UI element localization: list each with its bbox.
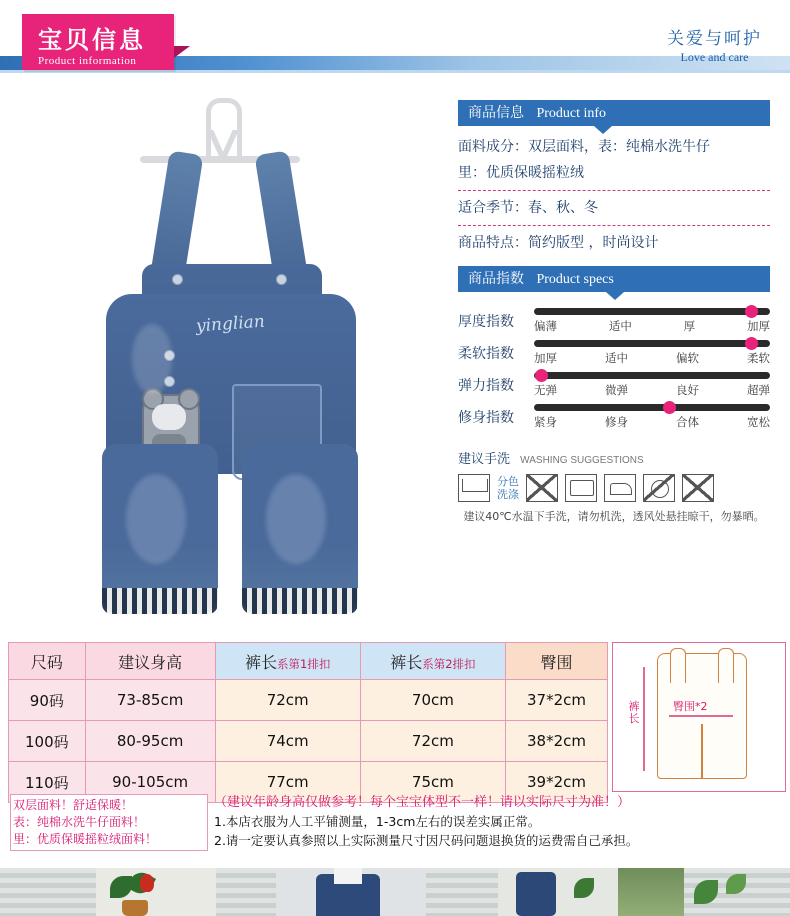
diagram-hip-line xyxy=(669,715,733,717)
wash-color-note: 分色 洗涤 xyxy=(497,475,519,501)
cell-size: 90码 xyxy=(9,680,86,721)
strip-photo-7 xyxy=(618,868,684,916)
denim-overalls-image xyxy=(80,144,380,614)
strip-photo-1 xyxy=(0,868,96,916)
washing-section xyxy=(458,448,770,524)
spec-knob-softness[interactable] xyxy=(745,337,758,350)
header-slogan-cn: 关爱与呵护 xyxy=(667,29,762,49)
washing-icon-row xyxy=(458,474,770,502)
measurement-diagram xyxy=(612,642,786,792)
no-dry-clean-icon xyxy=(682,474,714,502)
info-line-material-1: 面料成分：双层面料，表：纯棉水洗牛仔 xyxy=(458,139,710,155)
page-title-cn: 宝贝信息 xyxy=(38,26,146,54)
spec-knob-fit[interactable] xyxy=(663,401,676,414)
cell-length-2: 72cm xyxy=(360,721,505,762)
spec-ticks-thickness xyxy=(534,318,770,334)
heading-arrow xyxy=(594,126,612,134)
info-panel xyxy=(458,100,770,524)
table-header-row xyxy=(9,643,608,680)
product-photo xyxy=(20,84,440,624)
product-info-lines xyxy=(458,134,770,256)
spec-ticks-fit xyxy=(534,414,770,430)
col-header-size: 尺码 xyxy=(9,643,86,680)
title-tag-fold xyxy=(174,46,190,58)
diagram-label-length: 裤 长 xyxy=(628,700,640,725)
col-header-length-2-sub: 系第2排扣 xyxy=(422,656,476,671)
cell-length-1: 77cm xyxy=(215,762,360,803)
spec-label-elasticity: 弹力指数 xyxy=(458,378,514,394)
spec-row-thickness xyxy=(458,308,770,334)
cell-size: 100码 xyxy=(9,721,86,762)
col-header-length-1-sub: 系第1排扣 xyxy=(277,656,331,671)
table-row xyxy=(9,680,608,721)
cell-height: 90-105cm xyxy=(85,762,215,803)
cell-hip: 38*2cm xyxy=(506,721,608,762)
bottom-photo-strip xyxy=(0,868,790,916)
spec-label-softness: 柔软指数 xyxy=(458,346,514,362)
tick: 无弹 xyxy=(534,383,557,397)
tick: 紧身 xyxy=(534,415,557,429)
divider-2 xyxy=(458,225,770,226)
spec-ticks-softness xyxy=(534,350,770,366)
tick: 偏薄 xyxy=(534,319,557,333)
washing-title-en: WASHING SUGGESTIONS xyxy=(520,455,644,466)
spec-bar-thickness[interactable] xyxy=(534,308,770,315)
cell-length-2: 75cm xyxy=(360,762,505,803)
info-line-features: 商品特点：简约版型 ，时尚设计 xyxy=(458,235,659,251)
notes-left-box xyxy=(10,794,208,851)
no-tumble-dry-icon xyxy=(643,474,675,502)
spec-list xyxy=(458,308,770,430)
product-specs-heading-en: Product specs xyxy=(536,272,614,287)
divider-1 xyxy=(458,190,770,191)
product-info-heading-en: Product info xyxy=(536,106,607,121)
note-left-line-1: 双层面料！舒适保暖！ xyxy=(13,798,134,812)
tick: 加厚 xyxy=(534,351,557,365)
tick: 超弹 xyxy=(747,383,770,397)
product-specs-heading-cn: 商品指数 xyxy=(468,271,524,287)
cell-length-2: 70cm xyxy=(360,680,505,721)
diagram-label-hip: 臀围*2 xyxy=(673,700,708,713)
tick: 适中 xyxy=(605,351,628,365)
tick: 加厚 xyxy=(746,319,770,333)
note-red-disclaimer: （建议年龄身高仅做参考！每个宝宝体型不一样！请以实际尺寸为准！） xyxy=(214,795,631,810)
cell-length-1: 74cm xyxy=(215,721,360,762)
cell-length-1: 72cm xyxy=(215,680,360,721)
col-header-length-1 xyxy=(215,643,360,680)
spec-row-fit xyxy=(458,404,770,430)
product-info-heading xyxy=(458,100,770,126)
spec-bar-fit[interactable] xyxy=(534,404,770,411)
cell-size: 110码 xyxy=(9,762,86,803)
strip-photo-4 xyxy=(276,868,426,916)
hand-wash-icon xyxy=(458,474,490,502)
diagram-length-line xyxy=(643,667,645,771)
col-header-length-2 xyxy=(360,643,505,680)
spec-label-thickness: 厚度指数 xyxy=(458,314,514,330)
embroidery-script: yinglian xyxy=(195,311,266,337)
info-line-season: 适合季节：春、秋、冬 xyxy=(458,200,598,216)
cell-height: 73-85cm xyxy=(85,680,215,721)
note-left-line-3: 里：优质保暖摇粒绒面料！ xyxy=(13,832,158,846)
page-title-tag xyxy=(22,14,174,70)
info-line-material-2: 里：优质保暖摇粒绒 xyxy=(458,165,584,181)
hang-dry-icon xyxy=(565,474,597,502)
tick: 修身 xyxy=(605,415,628,429)
tick: 柔软 xyxy=(747,351,770,365)
tick: 良好 xyxy=(676,383,699,397)
product-specs-heading xyxy=(458,266,770,292)
iron-low-icon xyxy=(604,474,636,502)
note-left-line-2: 表：纯棉水洗牛仔面料！ xyxy=(13,815,146,829)
size-table xyxy=(8,642,608,803)
spec-bar-elasticity[interactable] xyxy=(534,372,770,379)
notes-right-box xyxy=(214,794,790,850)
cell-hip: 39*2cm xyxy=(506,762,608,803)
spec-row-elasticity xyxy=(458,372,770,398)
spec-bar-softness[interactable] xyxy=(534,340,770,347)
table-row xyxy=(9,721,608,762)
tick: 合体 xyxy=(676,415,699,429)
note-item-1: 1.本店衣服为人工平铺测量，1-3cm左右的误差实属正常。 xyxy=(214,814,541,829)
page-title-en: Product information xyxy=(38,55,137,67)
strip-photo-2 xyxy=(96,868,216,916)
col-header-length-2-main: 裤长 xyxy=(390,652,423,672)
col-header-hip: 臀围 xyxy=(506,643,608,680)
cell-height: 80-95cm xyxy=(85,721,215,762)
note-item-2: 2.请一定要认真参照以上实际测量尺寸因尺码问题退换货的运费需自己承担。 xyxy=(214,833,639,848)
tick: 微弹 xyxy=(605,383,628,397)
spec-knob-elasticity[interactable] xyxy=(535,369,548,382)
tick: 适中 xyxy=(608,319,632,333)
strip-photo-5 xyxy=(426,868,498,916)
heading-arrow-2 xyxy=(606,292,624,300)
tick: 宽松 xyxy=(747,415,770,429)
spec-ticks-elasticity xyxy=(534,382,770,398)
spec-label-fit: 修身指数 xyxy=(458,410,514,426)
washing-title-cn: 建议手洗 xyxy=(458,452,511,467)
size-table-wrap xyxy=(8,642,608,803)
cell-hip: 37*2cm xyxy=(506,680,608,721)
col-header-height: 建议身高 xyxy=(85,643,215,680)
product-info-heading-cn: 商品信息 xyxy=(468,105,524,121)
header-slogan-en: Love and care xyxy=(680,50,749,64)
spec-row-softness xyxy=(458,340,770,366)
washing-title xyxy=(458,448,770,467)
header-slogan xyxy=(667,24,762,65)
strip-photo-3 xyxy=(216,868,276,916)
tick: 厚 xyxy=(683,319,696,333)
no-bleach-icon xyxy=(526,474,558,502)
page-header xyxy=(0,0,790,80)
header-gradient-band-secondary xyxy=(0,70,790,73)
tick: 偏软 xyxy=(676,351,699,365)
spec-knob-thickness[interactable] xyxy=(745,305,758,318)
washing-footer-note: 建议40℃水温下手洗，请勿机洗，透风处悬挂晾干，勿暴晒。 xyxy=(463,510,765,523)
strip-photo-8 xyxy=(684,868,790,916)
strip-photo-6 xyxy=(498,868,618,916)
col-header-length-1-main: 裤长 xyxy=(244,652,277,672)
